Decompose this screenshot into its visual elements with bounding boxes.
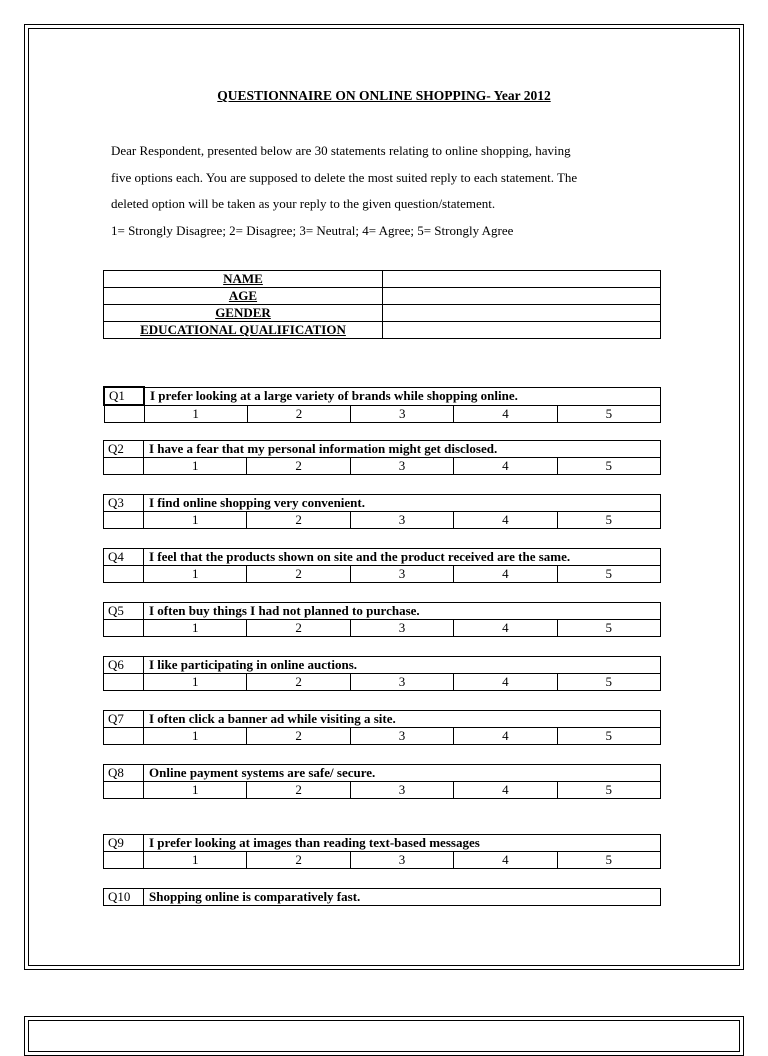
info-row-gender	[104, 305, 661, 322]
options-row	[104, 405, 661, 423]
education-label: EDUCATIONAL QUALIFICATION	[104, 322, 383, 339]
option-5[interactable]: 5	[557, 512, 660, 529]
option-5[interactable]: 5	[557, 674, 660, 691]
option-4[interactable]: 4	[454, 782, 557, 799]
question-table-q4	[103, 548, 661, 583]
option-1[interactable]: 1	[144, 782, 247, 799]
options-row	[104, 458, 661, 475]
option-5[interactable]: 5	[557, 620, 660, 637]
question-number: Q1	[104, 387, 144, 405]
options-row	[104, 674, 661, 691]
question-row	[104, 387, 661, 405]
options-row	[104, 512, 661, 529]
question-table-q8	[103, 764, 661, 799]
question-row	[104, 441, 661, 458]
question-table-q9	[103, 834, 661, 869]
option-2[interactable]: 2	[247, 566, 350, 583]
options-spacer	[104, 852, 144, 869]
rating-scale-legend: 1= Strongly Disagree; 2= Disagree; 3= Neutral; 4= Agree; 5= Strongly Agree	[111, 222, 514, 238]
option-1[interactable]: 1	[144, 566, 247, 583]
option-3[interactable]: 3	[350, 566, 453, 583]
education-field[interactable]	[383, 322, 661, 339]
options-spacer	[104, 458, 144, 475]
option-3[interactable]: 3	[350, 620, 453, 637]
option-3[interactable]: 3	[350, 674, 453, 691]
option-1[interactable]: 1	[144, 458, 247, 475]
option-5[interactable]: 5	[557, 458, 660, 475]
option-4[interactable]: 4	[454, 620, 557, 637]
intro-line: deleted option will be taken as your reply to the given question/statement.	[111, 196, 496, 211]
question-number: Q4	[104, 549, 144, 566]
question-text: I feel that the products shown on site and the product received are the same.	[144, 549, 661, 566]
option-4[interactable]: 4	[454, 566, 557, 583]
question-row	[104, 495, 661, 512]
question-text: Online payment systems are safe/ secure.	[144, 765, 661, 782]
options-row	[104, 728, 661, 745]
option-5[interactable]: 5	[557, 782, 660, 799]
question-text: I often buy things I had not planned to purchase.	[144, 603, 661, 620]
option-5[interactable]: 5	[557, 852, 660, 869]
option-1[interactable]: 1	[144, 620, 247, 637]
option-2[interactable]: 2	[247, 674, 350, 691]
options-spacer	[104, 782, 144, 799]
question-row	[104, 711, 661, 728]
option-4[interactable]: 4	[454, 674, 557, 691]
option-2[interactable]: 2	[247, 852, 350, 869]
option-3[interactable]: 3	[350, 458, 453, 475]
options-spacer	[104, 620, 144, 637]
option-1[interactable]: 1	[144, 674, 247, 691]
options-row	[104, 620, 661, 637]
option-2[interactable]: 2	[247, 512, 350, 529]
options-spacer	[104, 512, 144, 529]
option-4[interactable]: 4	[454, 852, 557, 869]
age-label: AGE	[104, 288, 383, 305]
question-table-q3	[103, 494, 661, 529]
option-5[interactable]: 5	[557, 728, 660, 745]
info-row-education	[104, 322, 661, 339]
intro-paragraph	[111, 138, 671, 244]
next-page-frame-inner-border	[28, 1020, 740, 1052]
option-4[interactable]: 4	[454, 728, 557, 745]
question-table-q2	[103, 440, 661, 475]
question-row	[104, 889, 661, 906]
option-1[interactable]: 1	[144, 852, 247, 869]
options-spacer	[104, 566, 144, 583]
question-text: I like participating in online auctions.	[144, 657, 661, 674]
option-3[interactable]: 3	[350, 852, 453, 869]
question-number: Q9	[104, 835, 144, 852]
option-4[interactable]: 4	[454, 458, 557, 475]
question-number: Q10	[104, 889, 144, 906]
question-table-q5	[103, 602, 661, 637]
question-number: Q8	[104, 765, 144, 782]
next-page-frame	[24, 1016, 744, 1056]
option-5[interactable]: 5	[557, 405, 660, 423]
options-row	[104, 782, 661, 799]
options-row	[104, 566, 661, 583]
option-3[interactable]: 3	[350, 512, 453, 529]
option-4[interactable]: 4	[454, 405, 557, 423]
options-spacer	[104, 674, 144, 691]
option-1[interactable]: 1	[144, 405, 247, 423]
question-row	[104, 765, 661, 782]
question-table-q1	[103, 386, 661, 423]
question-table-q7	[103, 710, 661, 745]
question-number: Q6	[104, 657, 144, 674]
option-4[interactable]: 4	[454, 512, 557, 529]
question-text: Shopping online is comparatively fast.	[144, 889, 661, 906]
respondent-info-table	[103, 270, 661, 339]
question-text: I prefer looking at images than reading text-based messages	[144, 835, 661, 852]
question-row	[104, 835, 661, 852]
option-1[interactable]: 1	[144, 512, 247, 529]
question-text: I find online shopping very convenient.	[144, 495, 661, 512]
question-number: Q3	[104, 495, 144, 512]
question-row	[104, 657, 661, 674]
option-1[interactable]: 1	[144, 728, 247, 745]
option-5[interactable]: 5	[557, 566, 660, 583]
info-row-age	[104, 288, 661, 305]
name-field[interactable]	[383, 271, 661, 288]
option-3[interactable]: 3	[350, 782, 453, 799]
age-field[interactable]	[383, 288, 661, 305]
question-row	[104, 549, 661, 566]
option-2[interactable]: 2	[247, 405, 350, 423]
info-row-name	[104, 271, 661, 288]
gender-field[interactable]	[383, 305, 661, 322]
option-3[interactable]: 3	[350, 728, 453, 745]
option-2[interactable]: 2	[247, 620, 350, 637]
option-3[interactable]: 3	[351, 405, 454, 423]
gender-label: GENDER	[104, 305, 383, 322]
option-2[interactable]: 2	[247, 728, 350, 745]
question-text: I often click a banner ad while visiting a site.	[144, 711, 661, 728]
intro-line: five options each. You are supposed to delete the most suited reply to each statement. The	[111, 169, 578, 185]
option-2[interactable]: 2	[247, 458, 350, 475]
option-2[interactable]: 2	[247, 782, 350, 799]
question-table-q10	[103, 888, 661, 906]
name-label: NAME	[104, 271, 383, 288]
options-row	[104, 852, 661, 869]
question-number: Q2	[104, 441, 144, 458]
intro-line: Dear Respondent, presented below are 30 statements relating to online shopping, having	[111, 143, 571, 158]
options-spacer	[104, 405, 144, 423]
options-spacer	[104, 728, 144, 745]
page-title: QUESTIONNAIRE ON ONLINE SHOPPING- Year 2012	[217, 88, 551, 103]
question-number: Q5	[104, 603, 144, 620]
question-number: Q7	[104, 711, 144, 728]
question-text: I have a fear that my personal information might get disclosed.	[144, 441, 661, 458]
question-table-q6	[103, 656, 661, 691]
question-text: I prefer looking at a large variety of brands while shopping online.	[144, 387, 661, 405]
question-row	[104, 603, 661, 620]
